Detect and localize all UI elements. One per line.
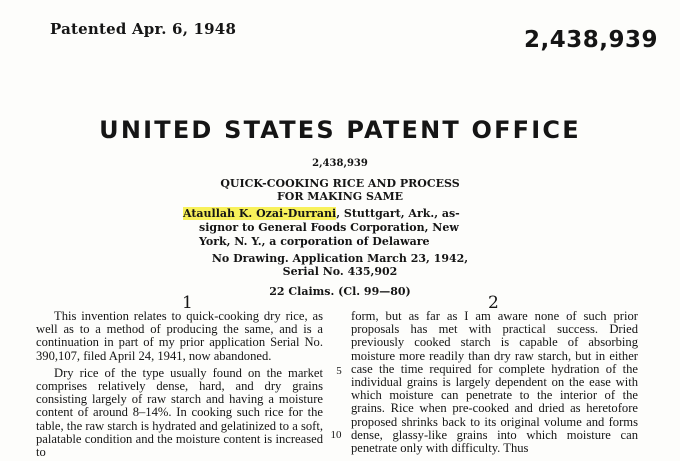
line-marker-10: 10 bbox=[330, 429, 342, 441]
left-paragraph-1: This invention relates to quick-cooking dry rice, as well as to a method of producing the same, and is a continuation in part of my prior application Serial No. 390,107, filed April 24, 1941, now abandoned. bbox=[36, 309, 323, 363]
column-left bbox=[36, 310, 323, 459]
invention-title-line-2: FOR MAKING SAME bbox=[276, 190, 404, 203]
invention-title bbox=[0, 177, 680, 203]
inventor-line-3: York, N. Y., a corporation of Delaware bbox=[199, 235, 430, 248]
patent-number: 2,438,939 bbox=[312, 158, 368, 169]
inventor-block bbox=[183, 207, 483, 249]
office-title: UNITED STATES PATENT OFFICE bbox=[99, 116, 581, 144]
inventor-name-highlighted: Ataullah K. Ozai-Durrani bbox=[183, 207, 337, 220]
patented-date: Patented Apr. 6, 1948 bbox=[50, 20, 237, 38]
invention-title-line-1: QUICK-COOKING RICE AND PROCESS bbox=[220, 177, 460, 190]
column-right bbox=[351, 310, 638, 455]
inventor-line-1 bbox=[183, 207, 483, 221]
left-paragraph-2: Dry rice of the type usually found on the market comprises relatively dense, hard, and dry grains consisting largely of raw starch and having a moisture content of around 8–14%. In cooking such rice for the table, the raw starch is hydrated and gelatinized to a soft, palatable condition and the moisture content is increased to bbox=[36, 365, 323, 460]
right-paragraph: form, but as far as I am aware none of such prior proposals has met with practical success. Dried previously cooked starch is capable of absorbing moisture more readily than dry raw starch, but in either case the time required for complete hydration of the individual grains is largely dependent on the ease with which moisture can penetrate to the interior of the grains. Rice when pre-cooked and dried as heretofore proposed shrinks back to its original volume and forms dense, glassy-like grains into which moisture can penetrate only with difficulty. Thus bbox=[351, 309, 638, 456]
application-line-2: Serial No. 435,902 bbox=[282, 265, 398, 278]
application-line-1: No Drawing. Application March 23, 1942, bbox=[211, 252, 469, 265]
patent-number-header: 2,438,939 bbox=[524, 27, 658, 53]
inventor-line-1-rest: , Stuttgart, Ark., as- bbox=[336, 207, 460, 220]
line-marker-5: 5 bbox=[336, 365, 342, 377]
application-info bbox=[0, 252, 680, 278]
claims-line: 22 Claims. (Cl. 99—80) bbox=[269, 285, 411, 298]
column-number-left: 1 bbox=[182, 293, 193, 313]
column-number-right: 2 bbox=[488, 293, 499, 313]
inventor-line-2: signor to General Foods Corporation, New bbox=[199, 221, 459, 234]
